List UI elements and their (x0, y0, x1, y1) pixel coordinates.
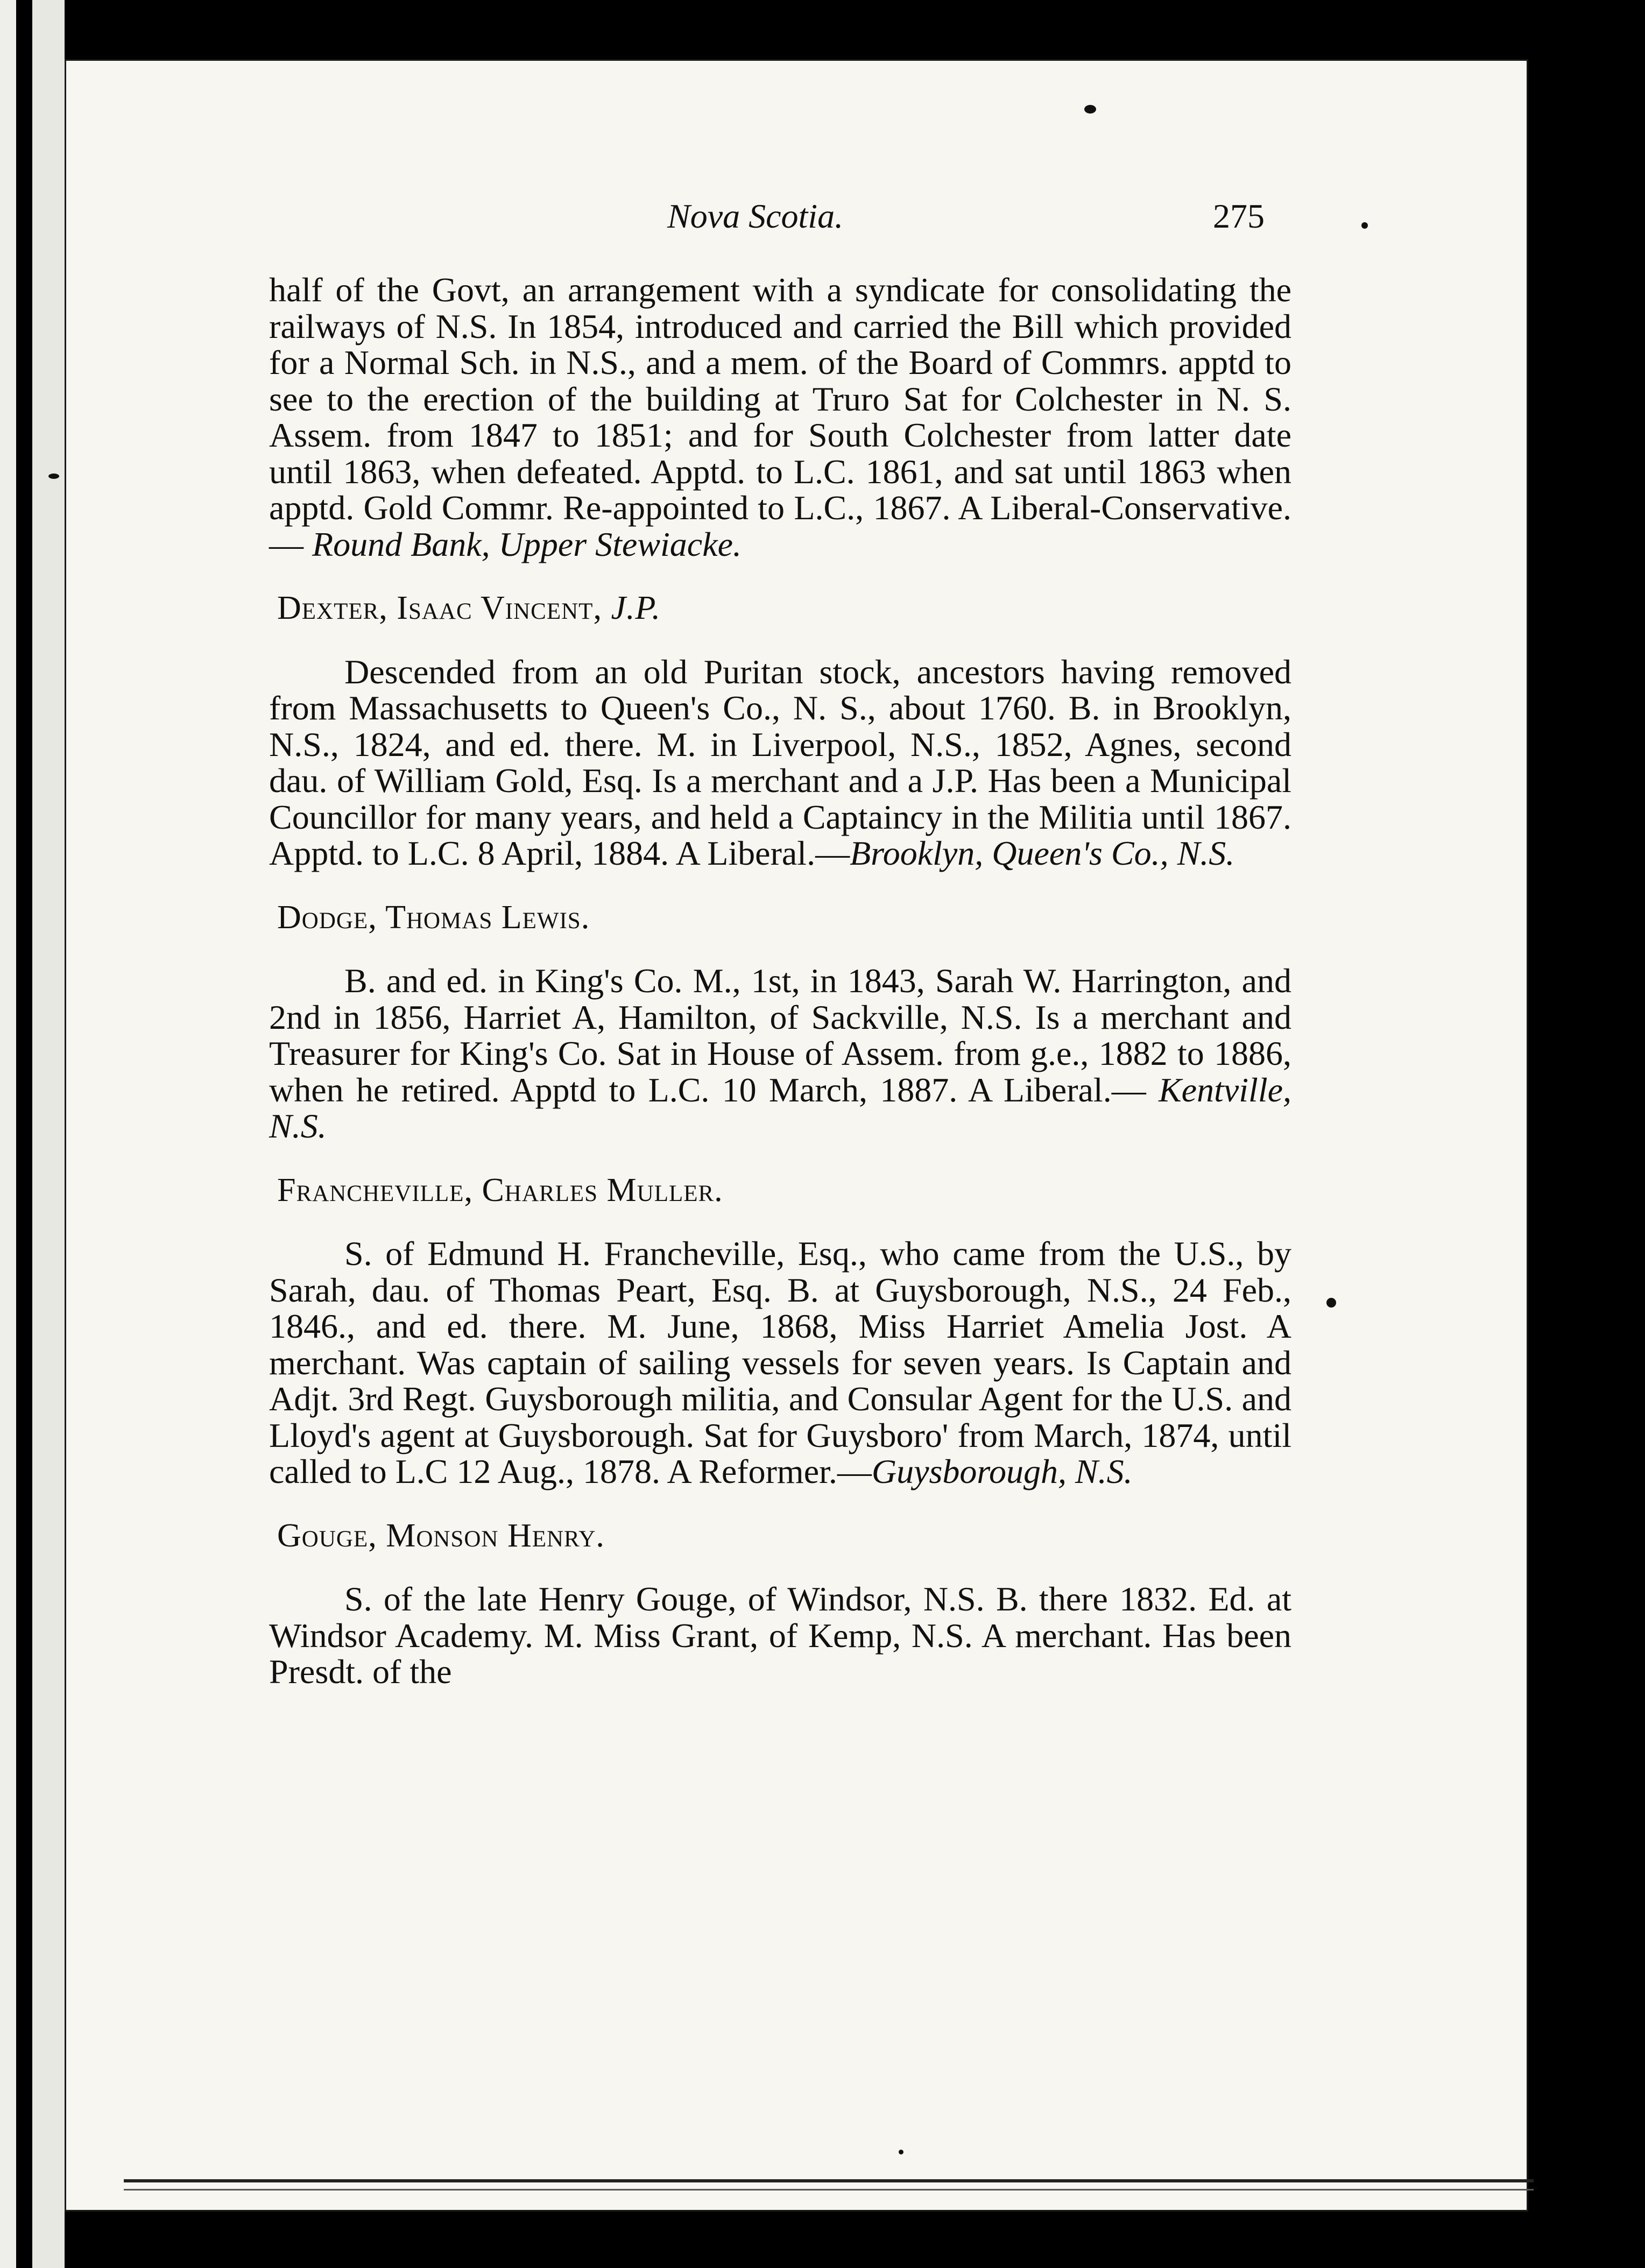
entry-paragraph (269, 654, 1291, 872)
entry-address: Round Bank, Upper Stewiacke. (312, 525, 742, 563)
entry-body: S. of the late Henry Gouge, of Windsor, N.S. B. there 1832. Ed. at Windsor Academy. M. Miss Grant, of Kemp, N.S. A merchant. Has been Presdt. of the (269, 1580, 1291, 1691)
scan-speck (899, 2150, 903, 2154)
page-text (269, 272, 1291, 1690)
entry-name: Dexter, Isaac Vincent, (277, 590, 602, 626)
entry-qualifier: J.P. (611, 590, 661, 626)
entry-heading (277, 1518, 1291, 1555)
scan-speck (48, 474, 59, 479)
entry-name: Gouge, Monson Henry. (277, 1517, 605, 1554)
page-number: 275 (1213, 197, 1265, 235)
entry-address: Brooklyn, Queen's Co., N.S. (850, 834, 1235, 872)
entry-body: Descended from an old Puritan stock, ancestors having removed from Massachusetts to Queen's Co., N. S., about 1760. B. in Brooklyn, N.S., 1824, and ed. there. M. in Liverpool, N.S., 1852, Agnes, second dau. of William Gold, Esq. Is a merchant and a J.P. Has been a Municipal Councillor for many years, and held a Captaincy in the Militia until 1867. Apptd. to L.C. 8 April, 1884. A Liberal.— (269, 652, 1291, 872)
page-bottom-edge (124, 2179, 1534, 2182)
entry-heading (277, 900, 1291, 936)
scan-speck (1361, 222, 1368, 229)
scan-left-edge (0, 0, 65, 2268)
entry-paragraph (269, 1235, 1291, 1490)
scan-speck (1326, 1298, 1336, 1308)
entry-heading (277, 1172, 1291, 1209)
entry-address: Kentville, N.S. (269, 1070, 1292, 1145)
entry-heading (277, 590, 1291, 627)
running-head: Nova Scotia. (667, 197, 844, 235)
entry-body: S. of Edmund H. Francheville, Esq., who came from the U.S., by Sarah, dau. of Thomas Peart, Esq. B. at Guysborough, N.S., 24 Feb., 1846., and ed. there. M. June, 1868, Miss Harriet Amelia Jost. A merchant. Was captain of sailing vessels for seven years. Is Captain and Adjt. 3rd Regt. Guysborough militia, and Consular Agent for the U.S. and Lloyd's agent at Guysborough. Sat for Guysboro' from March, 1874, until called to L.C 12 Aug., 1878. A Reformer.— (269, 1234, 1291, 1490)
entry-continuation (269, 272, 1291, 562)
page-bottom-edge (124, 2189, 1534, 2191)
entry-address: Guysborough, N.S. (871, 1452, 1133, 1490)
entry-paragraph (269, 1581, 1291, 1690)
entry-body: B. and ed. in King's Co. M., 1st, in 1843, Sarah W. Harrington, and 2nd in 1856, Harriet A, Hamilton, of Sackville, N.S. Is a merchant and Treasurer for King's Co. Sat in House of Assem. from g.e., 1882 to 1886, when he retired. Apptd to L.C. 10 March, 1887. A Liberal.— (269, 962, 1291, 1109)
scan-speck (1084, 105, 1096, 114)
entry-name: Dodge, Thomas Lewis. (277, 899, 590, 936)
entry-body: half of the Govt, an arrangement with a syndicate for consolidating the railways of N.S. In 1854, introduced and carried the Bill which provided for a Normal Sch. in N.S., and a mem. of the Board of Commrs. apptd to see to the erection of the building at Truro Sat for Colchester in N. S. Assem. from 1847 to 1851; and for South Colchester from latter date until 1863, when defeated. Apptd. to L.C. 1861, and sat until 1863 when apptd. Gold Commr. Re-appointed to L.C., 1867. A Liberal-Conservative.— (269, 271, 1291, 563)
page-header (204, 196, 1265, 239)
entry-name: Francheville, Charles Muller. (277, 1171, 723, 1209)
entry-paragraph (269, 963, 1291, 1144)
